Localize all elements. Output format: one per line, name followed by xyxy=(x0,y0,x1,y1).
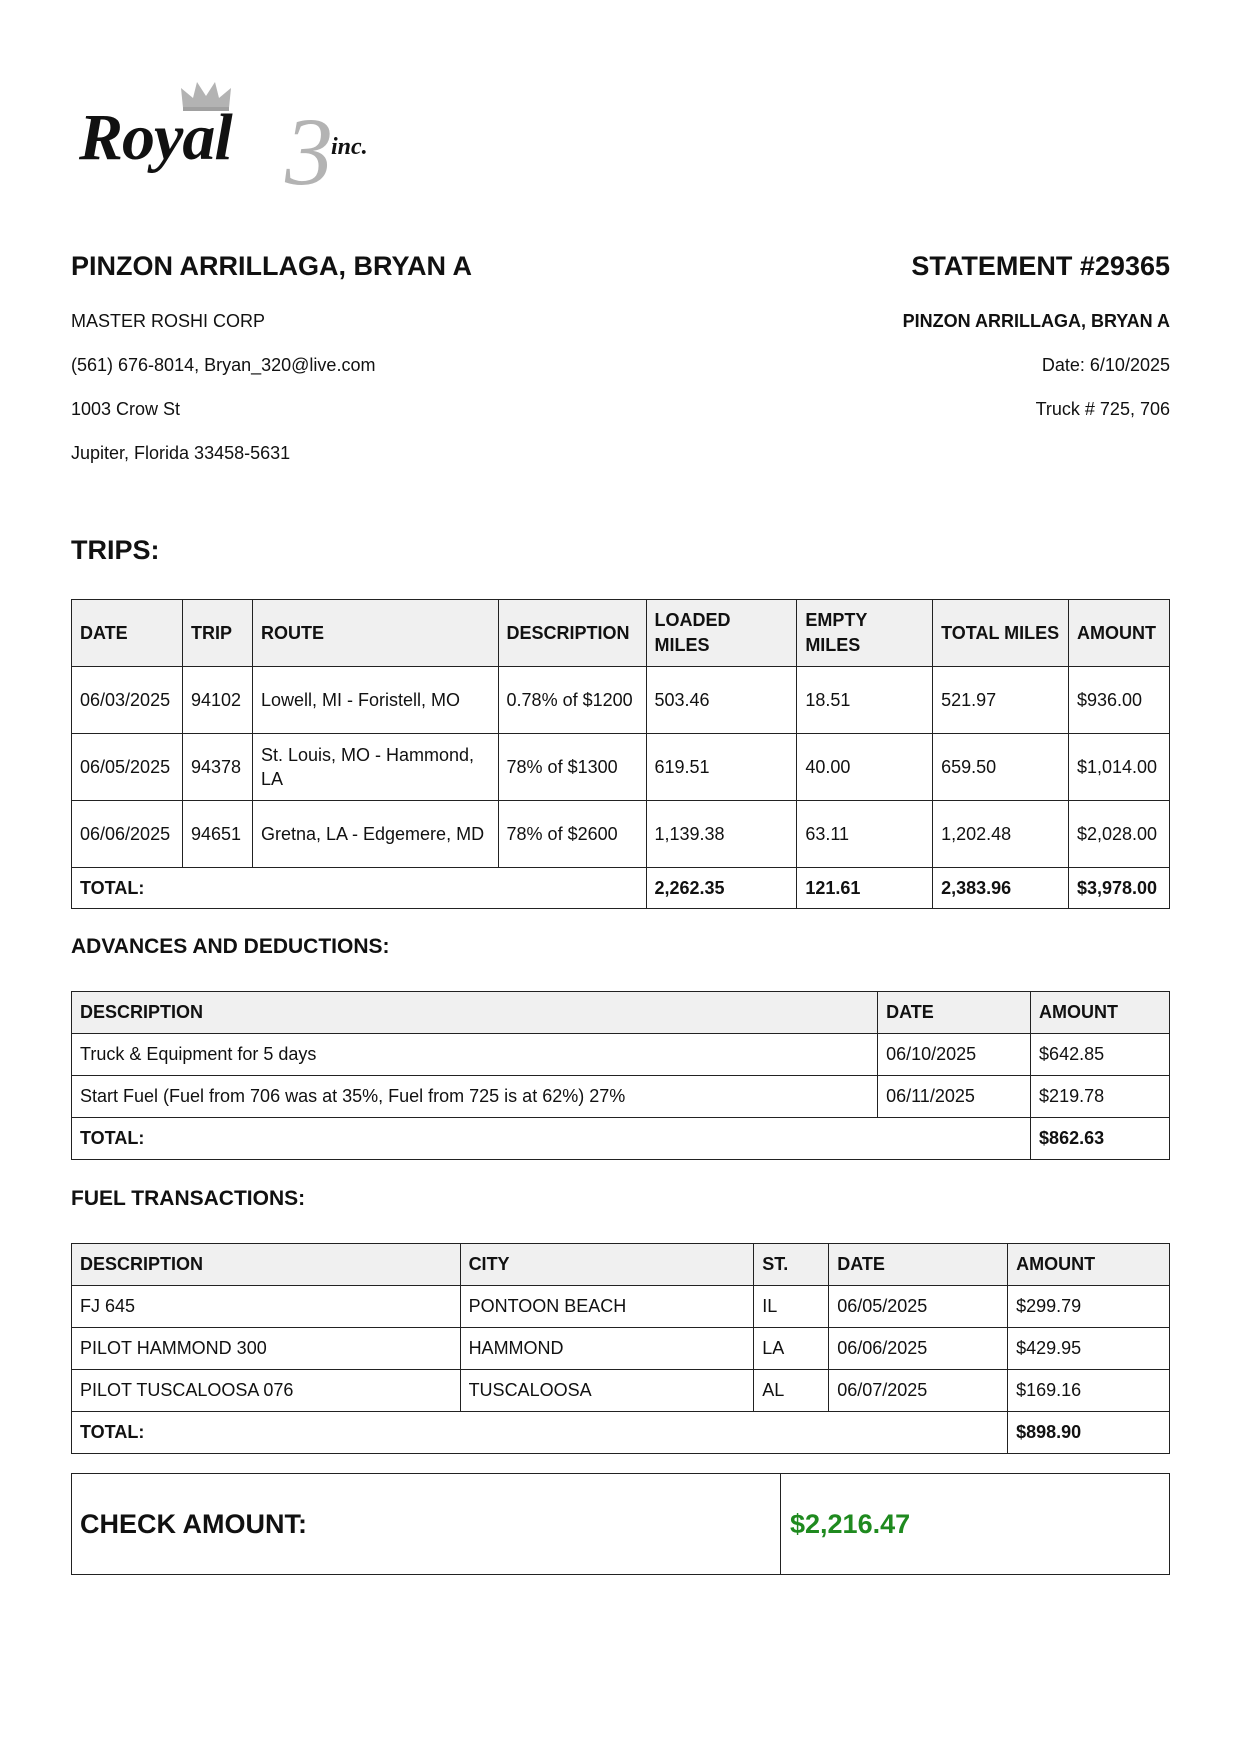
total-empty-miles: 121.61 xyxy=(797,868,933,909)
column-header: DESCRIPTION xyxy=(72,1244,461,1286)
column-header: EMPTY MILES xyxy=(797,600,933,667)
fuel-title: FUEL TRANSACTIONS: xyxy=(71,1187,306,1210)
table-cell: $936.00 xyxy=(1068,667,1169,734)
table-cell: 521.97 xyxy=(933,667,1069,734)
driver-address-line1: 1003 Crow St xyxy=(71,399,181,419)
advances-title: ADVANCES AND DEDUCTIONS: xyxy=(71,935,390,958)
statement-info xyxy=(670,250,1170,419)
total-loaded-miles: 2,262.35 xyxy=(646,868,797,909)
column-header: DESCRIPTION xyxy=(72,992,878,1034)
table-cell: 06/10/2025 xyxy=(878,1034,1031,1076)
table-cell: $169.16 xyxy=(1008,1370,1170,1412)
table-row xyxy=(72,1286,1170,1328)
driver-contact: (561) 676-8014, Bryan_320@live.com xyxy=(71,355,376,375)
statement-truck: Truck # 725, 706 xyxy=(1035,399,1170,419)
table-cell: 619.51 xyxy=(646,734,797,801)
column-header: DATE xyxy=(829,1244,1008,1286)
table-cell: AL xyxy=(754,1370,829,1412)
driver-address-line2: Jupiter, Florida 33458-5631 xyxy=(71,443,291,463)
table-row xyxy=(72,1076,1170,1118)
table-cell: 06/06/2025 xyxy=(829,1328,1008,1370)
column-header: TRIP xyxy=(182,600,252,667)
table-cell: 94102 xyxy=(182,667,252,734)
column-header: ST. xyxy=(754,1244,829,1286)
table-cell: 06/05/2025 xyxy=(72,734,183,801)
column-header: LOADED MILES xyxy=(646,600,797,667)
table-row xyxy=(72,1370,1170,1412)
table-cell: 0.78% of $1200 xyxy=(498,667,646,734)
table-cell: Truck & Equipment for 5 days xyxy=(72,1034,878,1076)
table-cell: $1,014.00 xyxy=(1068,734,1169,801)
table-cell: 659.50 xyxy=(933,734,1069,801)
table-cell: PILOT HAMMOND 300 xyxy=(72,1328,461,1370)
total-label: TOTAL: xyxy=(72,868,647,909)
driver-company: MASTER ROSHI CORP xyxy=(71,311,266,331)
table-total-row xyxy=(72,868,1170,909)
table-cell: Gretna, LA - Edgemere, MD xyxy=(252,801,498,868)
table-cell: 06/07/2025 xyxy=(829,1370,1008,1412)
column-header: AMOUNT xyxy=(1008,1244,1170,1286)
table-cell: $642.85 xyxy=(1031,1034,1170,1076)
advances-table xyxy=(71,991,1170,1160)
table-cell: $299.79 xyxy=(1008,1286,1170,1328)
column-header: DATE xyxy=(72,600,183,667)
table-row xyxy=(72,667,1170,734)
table-cell: Lowell, MI - Foristell, MO xyxy=(252,667,498,734)
table-row xyxy=(72,801,1170,868)
table-cell: PONTOON BEACH xyxy=(460,1286,754,1328)
table-row xyxy=(72,1034,1170,1076)
statement-name: PINZON ARRILLAGA, BRYAN A xyxy=(902,311,1170,331)
statement-title: STATEMENT #29365 xyxy=(911,251,1170,281)
table-cell: LA xyxy=(754,1328,829,1370)
table-cell: 06/11/2025 xyxy=(878,1076,1031,1118)
table-cell: PILOT TUSCALOOSA 076 xyxy=(72,1370,461,1412)
table-cell: 63.11 xyxy=(797,801,933,868)
table-total-row xyxy=(72,1118,1170,1160)
total-amount: $3,978.00 xyxy=(1068,868,1169,909)
column-header: ROUTE xyxy=(252,600,498,667)
company-logo xyxy=(79,78,399,205)
logo-number: 3 xyxy=(285,98,333,205)
table-total-row xyxy=(72,1412,1170,1454)
column-header: DESCRIPTION xyxy=(498,600,646,667)
table-cell: TUSCALOOSA xyxy=(460,1370,754,1412)
table-cell: 18.51 xyxy=(797,667,933,734)
table-cell: St. Louis, MO - Hammond, LA xyxy=(252,734,498,801)
trips-table xyxy=(71,599,1170,909)
table-cell: IL xyxy=(754,1286,829,1328)
table-cell: HAMMOND xyxy=(460,1328,754,1370)
logo-wordmark: Royal xyxy=(79,101,232,174)
driver-name: PINZON ARRILLAGA, BRYAN A xyxy=(71,251,473,281)
table-cell: $2,028.00 xyxy=(1068,801,1169,868)
statement-date: Date: 6/10/2025 xyxy=(1041,355,1170,375)
table-cell: FJ 645 xyxy=(72,1286,461,1328)
table-cell: 1,202.48 xyxy=(933,801,1069,868)
check-amount-box xyxy=(71,1473,1170,1575)
trips-title: TRIPS: xyxy=(71,535,160,565)
table-cell: 78% of $1300 xyxy=(498,734,646,801)
table-cell: 94378 xyxy=(182,734,252,801)
table-cell: 40.00 xyxy=(797,734,933,801)
column-header: CITY xyxy=(460,1244,754,1286)
logo-suffix: inc. xyxy=(331,134,368,160)
table-row xyxy=(72,1328,1170,1370)
table-cell: 78% of $2600 xyxy=(498,801,646,868)
check-amount-divider xyxy=(780,1474,781,1574)
table-cell: 06/05/2025 xyxy=(829,1286,1008,1328)
total-label: TOTAL: xyxy=(72,1412,1008,1454)
total-label: TOTAL: xyxy=(72,1118,1031,1160)
table-cell: $429.95 xyxy=(1008,1328,1170,1370)
total-amount: $898.90 xyxy=(1008,1412,1170,1454)
driver-info xyxy=(71,250,631,463)
table-header-row xyxy=(72,1244,1170,1286)
table-header-row xyxy=(72,992,1170,1034)
table-cell: $219.78 xyxy=(1031,1076,1170,1118)
table-cell: 94651 xyxy=(182,801,252,868)
table-row xyxy=(72,734,1170,801)
column-header: AMOUNT xyxy=(1068,600,1169,667)
total-miles: 2,383.96 xyxy=(933,868,1069,909)
total-amount: $862.63 xyxy=(1031,1118,1170,1160)
table-cell: 06/06/2025 xyxy=(72,801,183,868)
check-amount-value: $2,216.47 xyxy=(790,1508,911,1539)
table-cell: 503.46 xyxy=(646,667,797,734)
column-header: TOTAL MILES xyxy=(933,600,1069,667)
table-cell: 06/03/2025 xyxy=(72,667,183,734)
fuel-table xyxy=(71,1243,1170,1454)
table-cell: Start Fuel (Fuel from 706 was at 35%, Fuel from 725 is at 62%) 27% xyxy=(72,1076,878,1118)
table-header-row xyxy=(72,600,1170,667)
check-amount-label: CHECK AMOUNT: xyxy=(80,1508,307,1539)
column-header: DATE xyxy=(878,992,1031,1034)
column-header: AMOUNT xyxy=(1031,992,1170,1034)
table-cell: 1,139.38 xyxy=(646,801,797,868)
